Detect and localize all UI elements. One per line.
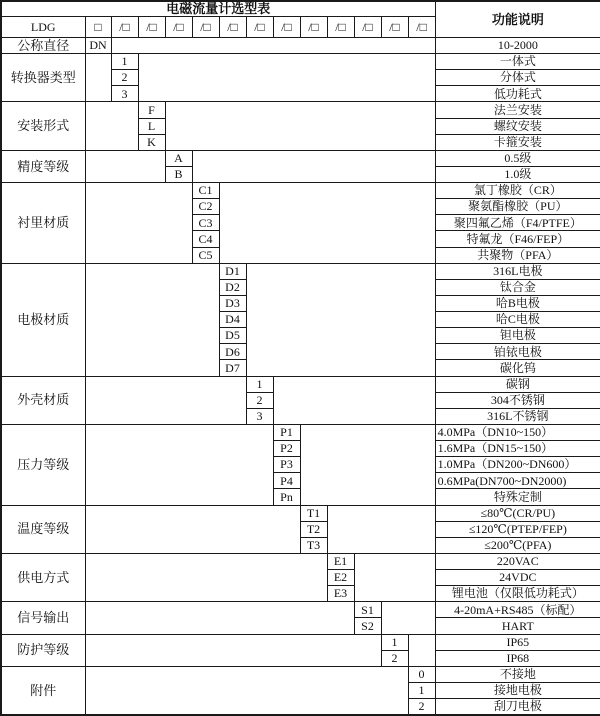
code-cell: D7 [219, 360, 246, 376]
group-label-accuracy-class: 精度等级 [1, 150, 85, 182]
group-label-protection-rating: 防护等级 [1, 634, 85, 666]
code-cell: 1 [408, 682, 435, 698]
empty-cell [381, 602, 435, 634]
desc-cell: 特殊定制 [435, 489, 600, 505]
desc-cell: 碳钢 [435, 376, 600, 392]
model-slot-cell: /□ [192, 16, 219, 37]
code-cell: 3 [111, 86, 138, 102]
desc-cell: 聚氨酯橡胶（PU） [435, 199, 600, 215]
empty-cell [408, 634, 435, 666]
code-cell: 2 [111, 70, 138, 86]
desc-cell: ≤200℃(PFA) [435, 537, 600, 553]
code-cell: D5 [219, 328, 246, 344]
desc-cell: 4-20mA+RS485（标配） [435, 602, 600, 618]
code-cell: 1 [111, 54, 138, 70]
group-label-liner-material: 衬里材质 [1, 183, 85, 264]
desc-cell: 钽电极 [435, 328, 600, 344]
desc-cell: 不接地 [435, 666, 600, 682]
desc-cell: 316L不锈钢 [435, 408, 600, 424]
model-slot-cell: /□ [273, 16, 300, 37]
code-cell: 1 [381, 634, 408, 650]
desc-cell: 哈C电极 [435, 312, 600, 328]
empty-cell [165, 102, 435, 150]
desc-cell: 0.6MPa(DN700~DN2000) [435, 473, 600, 489]
code-cell: DN [85, 37, 111, 53]
code-cell: 1 [246, 376, 273, 392]
code-cell: S1 [354, 602, 381, 618]
desc-cell: 聚四氟乙烯（F4/PTFE） [435, 215, 600, 231]
empty-cell [273, 376, 435, 424]
desc-cell: 220VAC [435, 553, 600, 569]
code-cell: 2 [408, 699, 435, 715]
code-cell: D6 [219, 344, 246, 360]
code-cell: D2 [219, 279, 246, 295]
desc-cell: 接地电极 [435, 682, 600, 698]
empty-cell [85, 54, 111, 102]
code-cell: D4 [219, 312, 246, 328]
desc-cell: 铂铱电极 [435, 344, 600, 360]
group-label-converter-type: 转换器类型 [1, 54, 85, 102]
code-cell: E1 [327, 553, 354, 569]
code-cell: C4 [192, 231, 219, 247]
code-cell: 3 [246, 408, 273, 424]
model-slot-cell: /□ [327, 16, 354, 37]
empty-cell [354, 553, 435, 601]
code-cell: P4 [273, 473, 300, 489]
code-cell: 2 [246, 392, 273, 408]
empty-cell [138, 54, 435, 102]
code-cell: P2 [273, 441, 300, 457]
code-cell: C1 [192, 183, 219, 199]
desc-cell: ≤120℃(PTEP/FEP) [435, 521, 600, 537]
empty-cell [85, 424, 273, 505]
empty-cell [111, 37, 435, 53]
empty-cell [327, 505, 435, 553]
desc-cell: 0.5级 [435, 150, 600, 166]
group-label-electrode-material: 电极材质 [1, 263, 85, 376]
code-cell: K [138, 134, 165, 150]
desc-cell: 10-2000 [435, 37, 600, 53]
empty-cell [85, 102, 138, 150]
group-label-mounting-type: 安装形式 [1, 102, 85, 150]
code-cell: 0 [408, 666, 435, 682]
model-slot-cell: /□ [354, 16, 381, 37]
model-slot-cell: /□ [219, 16, 246, 37]
desc-cell: 24VDC [435, 570, 600, 586]
group-label-power-supply: 供电方式 [1, 553, 85, 601]
desc-cell: 特氟龙（F46/FEP） [435, 231, 600, 247]
desc-cell: IP65 [435, 634, 600, 650]
desc-cell: 一体式 [435, 54, 600, 70]
empty-cell [85, 553, 327, 601]
model-slot-cell: /□ [300, 16, 327, 37]
code-cell: E2 [327, 570, 354, 586]
code-cell: F [138, 102, 165, 118]
desc-cell: 哈B电极 [435, 295, 600, 311]
empty-cell [85, 634, 381, 666]
desc-cell: 钛合金 [435, 279, 600, 295]
desc-cell: 碳化钨 [435, 360, 600, 376]
desc-cell: 螺纹安装 [435, 118, 600, 134]
code-cell: P1 [273, 424, 300, 440]
model-box-cell: □ [85, 16, 111, 37]
function-column-header: 功能说明 [435, 1, 600, 37]
model-prefix: LDG [1, 16, 85, 37]
model-slot-cell: /□ [408, 16, 435, 37]
code-cell: S2 [354, 618, 381, 634]
empty-cell [219, 183, 435, 264]
code-cell: D3 [219, 295, 246, 311]
code-cell: 2 [381, 650, 408, 666]
group-label-nominal-diameter: 公称直径 [1, 37, 85, 53]
model-slot-cell: /□ [138, 16, 165, 37]
empty-cell [246, 263, 435, 376]
code-cell: B [165, 166, 192, 182]
group-label-accessories: 附件 [1, 666, 85, 715]
group-label-temperature-rating: 温度等级 [1, 505, 85, 553]
desc-cell: IP68 [435, 650, 600, 666]
group-label-signal-output: 信号输出 [1, 602, 85, 634]
code-cell: C2 [192, 199, 219, 215]
table-title: 电磁流量计选型表 [1, 1, 435, 16]
desc-cell: 卡箍安装 [435, 134, 600, 150]
desc-cell: 分体式 [435, 70, 600, 86]
empty-cell [192, 150, 435, 182]
code-cell: T1 [300, 505, 327, 521]
empty-cell [85, 183, 192, 264]
empty-cell [300, 424, 435, 505]
desc-cell: HART [435, 618, 600, 634]
code-cell: D1 [219, 263, 246, 279]
model-slot-cell: /□ [111, 16, 138, 37]
model-slot-cell: /□ [165, 16, 192, 37]
code-cell: T2 [300, 521, 327, 537]
desc-cell: 锂电池（仅限低功耗式） [435, 586, 600, 602]
desc-cell: 1.6MPa（DN15~150） [435, 441, 600, 457]
model-slot-cell: /□ [246, 16, 273, 37]
group-label-housing-material: 外壳材质 [1, 376, 85, 424]
model-slot-cell: /□ [381, 16, 408, 37]
code-cell: C3 [192, 215, 219, 231]
desc-cell: 法兰安装 [435, 102, 600, 118]
desc-cell: 1.0MPa（DN200~DN600） [435, 457, 600, 473]
desc-cell: 4.0MPa（DN10~150） [435, 424, 600, 440]
code-cell: T3 [300, 537, 327, 553]
empty-cell [85, 666, 408, 715]
desc-cell: 低功耗式 [435, 86, 600, 102]
code-cell: P3 [273, 457, 300, 473]
desc-cell: 共聚物（PFA） [435, 247, 600, 263]
code-cell: Pn [273, 489, 300, 505]
desc-cell: ≤80℃(CR/PU) [435, 505, 600, 521]
desc-cell: 316L电极 [435, 263, 600, 279]
empty-cell [85, 602, 354, 634]
group-label-pressure-rating: 压力等级 [1, 424, 85, 505]
code-cell: C5 [192, 247, 219, 263]
desc-cell: 氯丁橡胶（CR） [435, 183, 600, 199]
desc-cell: 304不锈钢 [435, 392, 600, 408]
code-cell: E3 [327, 586, 354, 602]
empty-cell [85, 505, 300, 553]
empty-cell [85, 150, 165, 182]
code-cell: A [165, 150, 192, 166]
desc-cell: 1.0级 [435, 166, 600, 182]
empty-cell [85, 263, 219, 376]
code-cell: L [138, 118, 165, 134]
desc-cell: 刮刀电极 [435, 699, 600, 715]
empty-cell [85, 376, 246, 424]
